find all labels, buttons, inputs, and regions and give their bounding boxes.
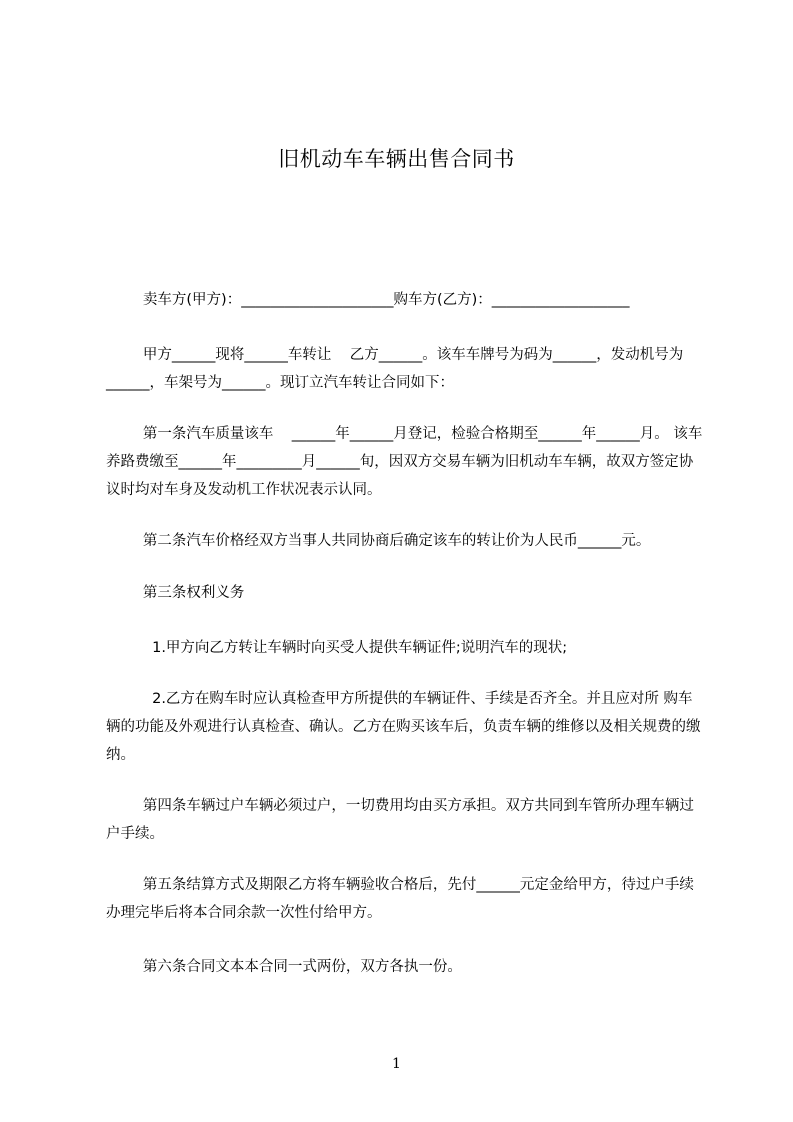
document-title: 旧机动车车辆出售合同书 xyxy=(278,147,515,171)
article-1-quality: 第一条汽车质量该车 ______年______月登记，检验合格期至______年______月。 该车养路费缴至______年_________月______旬，因双方交易车辆为旧机动车车辆，故双方签定协议时均对车身及发动机工作状况表示认同。 xyxy=(106,426,703,498)
intro-paragraph: 甲方______现将______车转让 乙方______。该车车牌号为码为______，发动机号为______，车架号为______。现订立汽车转让合同如下： xyxy=(106,347,684,391)
article-2-price: 第二条汽车价格经双方当事人共同协商后确定该车的转让价为人民币______元。 xyxy=(106,533,651,549)
page-number: 1 xyxy=(392,1056,401,1072)
article-4-transfer: 第四条车辆过户车辆必须过户，一切费用均由买方承担。双方共同到车管所办理车辆过户手续。 xyxy=(106,798,694,842)
article-3-heading: 第三条权利义务 xyxy=(106,585,245,601)
parties-line: 卖车方(甲方)：_____________________购车方(乙方)：___________________ xyxy=(106,292,630,308)
article-3-item-2: 2.乙方在购车时应认真检查甲方所提供的车辆证件、手续是否齐全。并且应对所 购车辆的功能及外观进行认真检查、确认。乙方在购买该车后，负责车辆的维修以及相关规费的缴纳。 xyxy=(106,691,701,763)
article-3-item-1: 1.甲方向乙方转让车辆时向买受人提供车辆证件;说明汽车的现状; xyxy=(106,640,568,656)
article-6-copies: 第六条合同文本本合同一式两份，双方各执一份。 xyxy=(106,959,462,975)
article-5-payment: 第五条结算方式及期限乙方将车辆验收合格后，先付______元定金给甲方，待过户手续办理完毕后将本合同余款一次性付给甲方。 xyxy=(106,877,694,921)
